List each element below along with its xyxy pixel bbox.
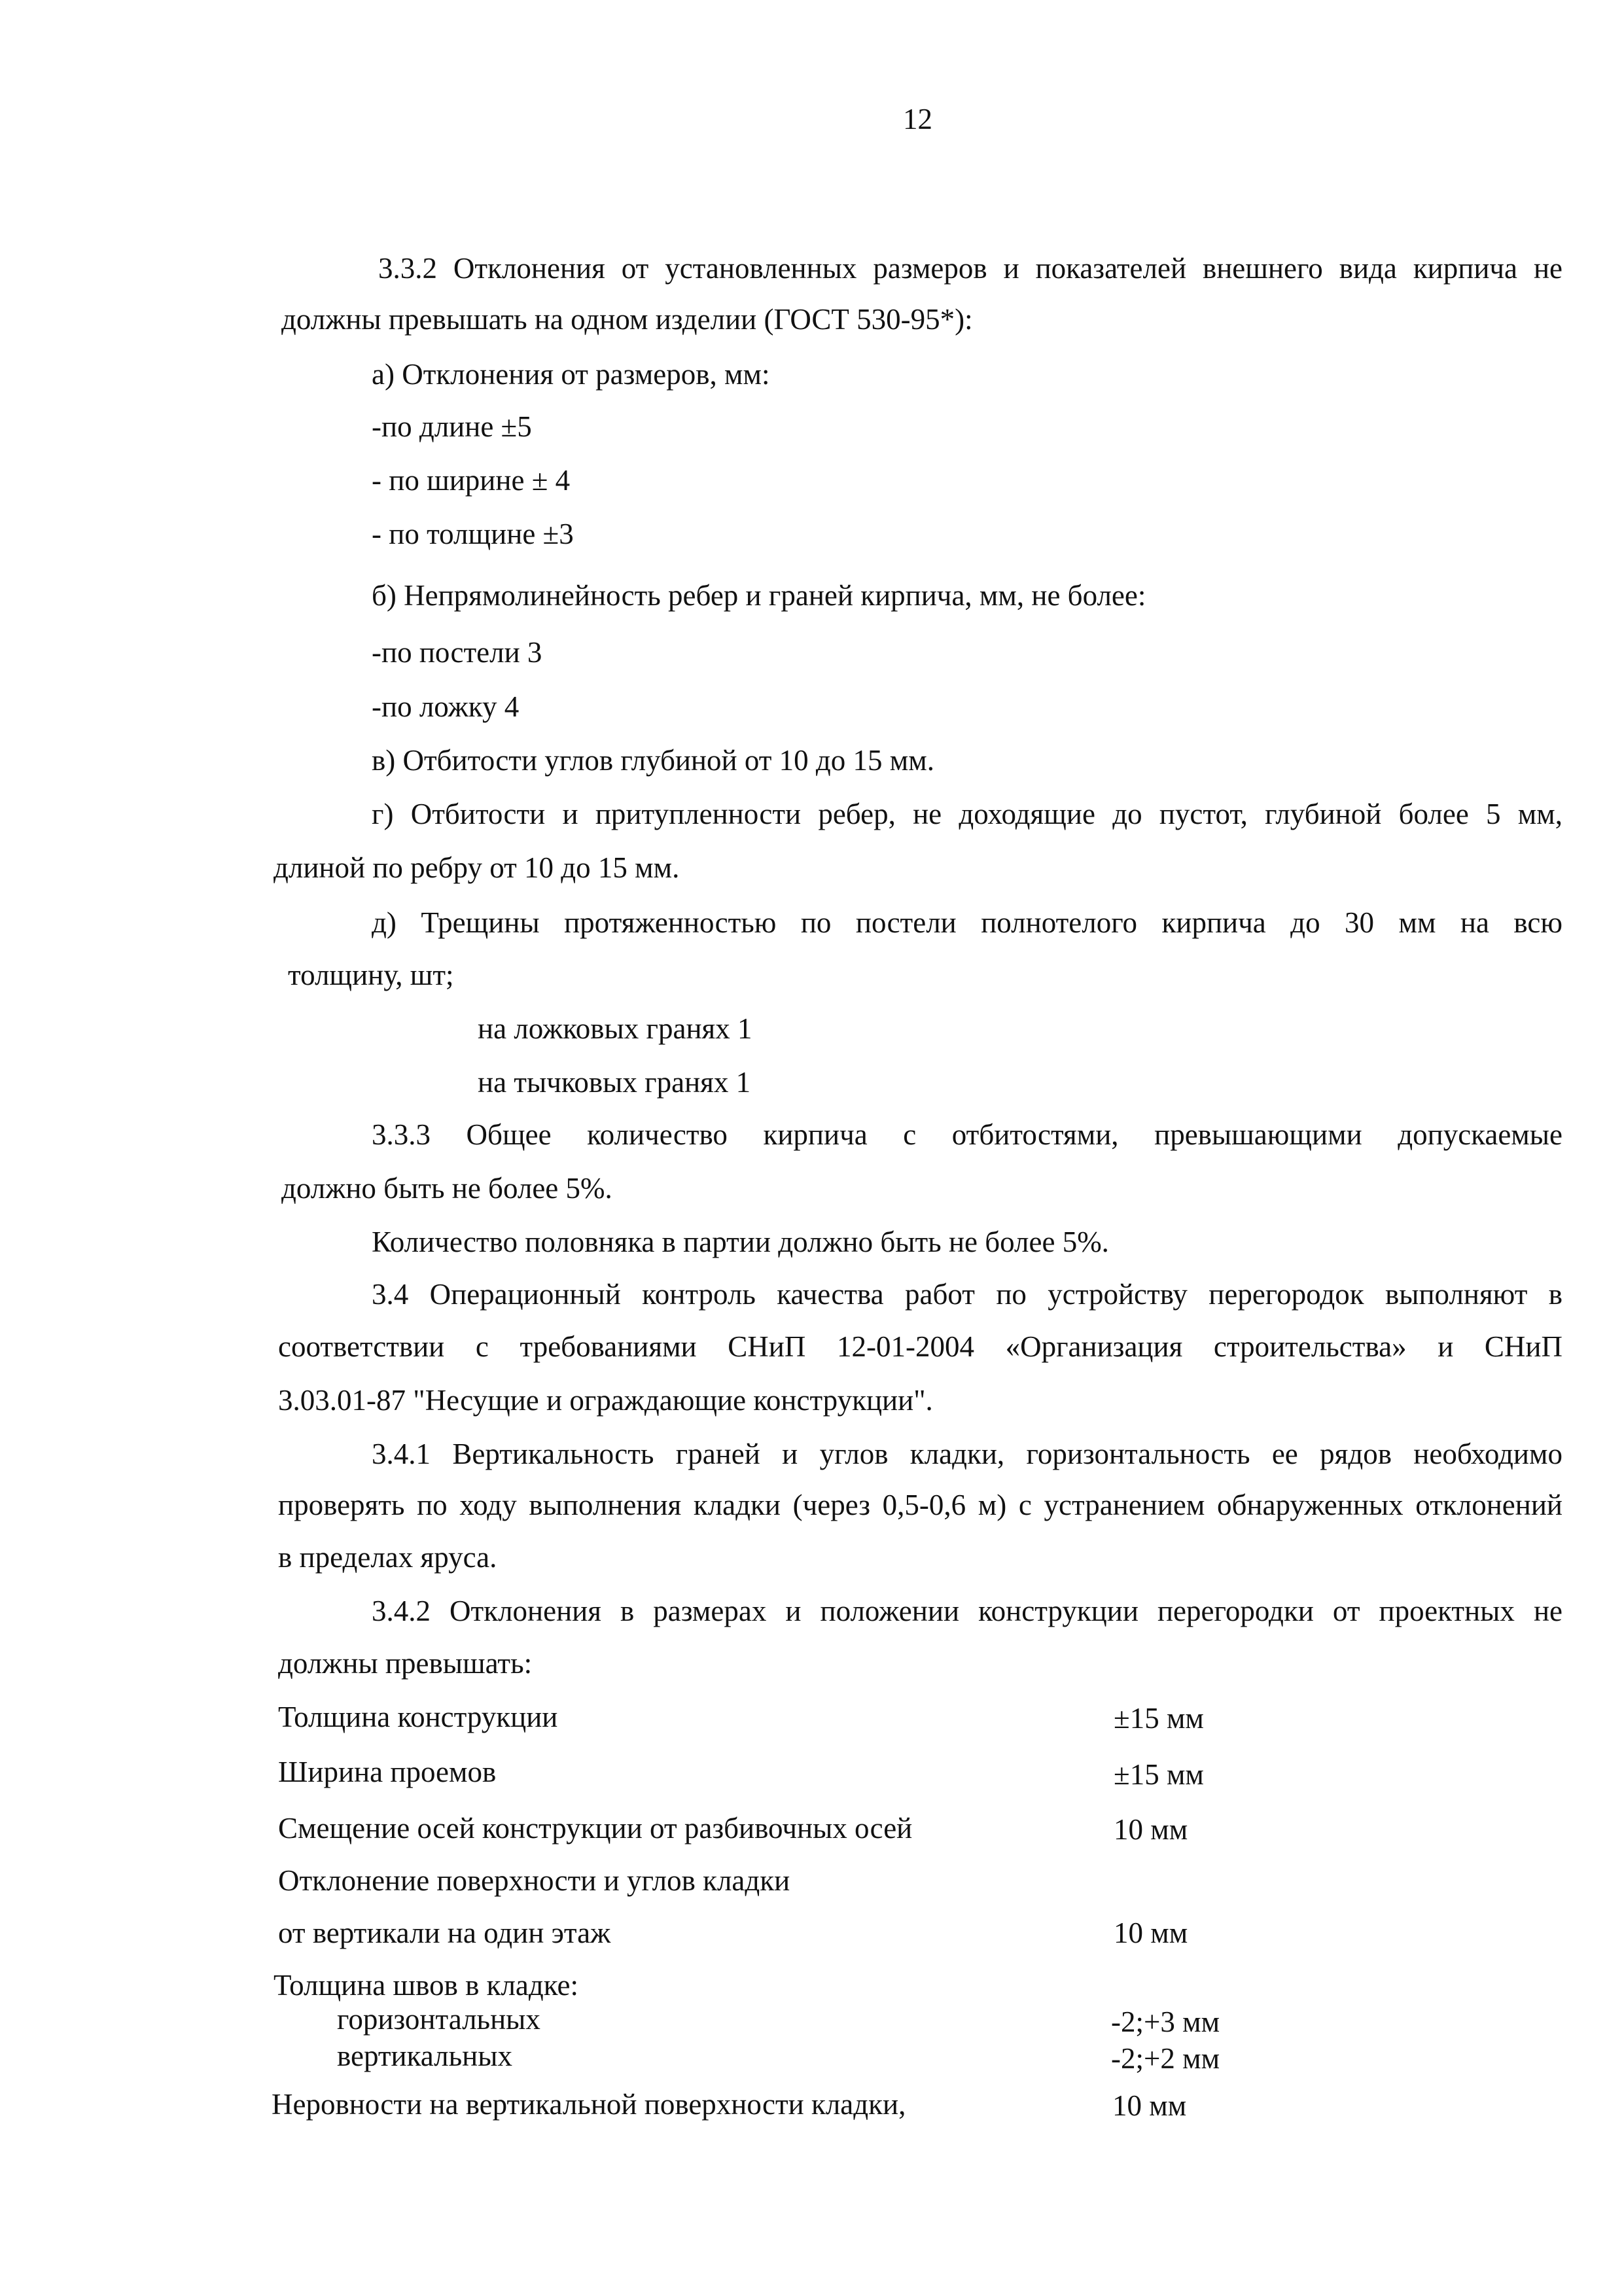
tolerance-value: -2;+3 мм [1111,2005,1220,2038]
tolerance-value: ±15 мм [1114,1702,1204,1735]
item-b-bed: -по постели 3 [372,636,542,669]
paragraph-half-brick: Количество половняка в партии должно быть не более 5%. [372,1226,1109,1258]
tolerance-value: 10 мм [1114,1916,1188,1949]
item-g-line-2: длиной по ребру от 10 до 15 мм. [274,851,680,884]
item-d-longface: на ложковых гранях 1 [478,1012,752,1045]
item-a-thickness: - по толщине ±3 [372,518,574,550]
paragraph-3-3-2-line-2: должны превышать на одном изделии (ГОСТ 530-95*): [281,303,973,336]
tolerance-label: Неровности на вертикальной поверхности кладки, [272,2088,906,2121]
paragraph-3-4-line-2: соответствии с требованиями СНиП 12-01-2004 «Организация строительства» и СНиП [278,1330,1562,1363]
paragraph-3-4-2-line-1: 3.4.2 Отклонения в размерах и положении конструкции перегородки от проектных не [372,1595,1562,1627]
paragraph-3-4-line-1: 3.4 Операционный контроль качества работ по устройству перегородок выполняют в [372,1278,1562,1311]
paragraph-3-4-1-line-1: 3.4.1 Вертикальность граней и углов кладки, горизонтальность ее рядов необходимо [372,1438,1562,1470]
tolerance-label: вертикальных [337,2040,512,2072]
tolerance-label: Толщина швов в кладке: [274,1969,578,2002]
paragraph-3-4-1-line-3: в пределах яруса. [278,1541,497,1574]
item-g-line-1: г) Отбитости и притупленности ребер, не доходящие до пустот, глубиной более 5 мм, [372,798,1562,830]
paragraph-3-4-2-line-2: должны превышать: [278,1647,533,1680]
paragraph-3-3-2-line-1: 3.3.2 Отклонения от установленных размеров и показателей внешнего вида кирпича не [378,252,1562,285]
tolerance-label: Отклонение поверхности и углов кладки [278,1864,790,1897]
tolerance-label: горизонтальных [337,2003,540,2036]
tolerance-label: Смещение осей конструкции от разбивочных осей [278,1812,913,1845]
item-b-heading: б) Непрямолинейность ребер и граней кирпича, мм, не более: [372,579,1146,612]
paragraph-3-4-1-line-2: проверять по ходу выполнения кладки (через 0,5-0,6 м) с устранением обнаруженных отклонений [278,1489,1562,1521]
tolerance-value: -2;+2 мм [1111,2042,1220,2075]
item-v: в) Отбитости углов глубиной от 10 до 15 мм. [372,744,935,777]
paragraph-3-4-line-3: 3.03.01-87 "Несущие и ограждающие конструкции". [278,1384,933,1417]
tolerance-value: 10 мм [1112,2089,1187,2122]
tolerance-label: от вертикали на один этаж [278,1916,611,1949]
paragraph-3-3-3-line-2: должно быть не более 5%. [281,1172,612,1205]
page-number: 12 [903,103,932,135]
tolerance-value: 10 мм [1114,1813,1188,1846]
item-a-heading: а) Отклонения от размеров, мм: [372,358,770,391]
tolerance-value: ±15 мм [1114,1758,1204,1791]
item-b-face: -по ложку 4 [372,690,520,723]
paragraph-3-3-3-line-1: 3.3.3 Общее количество кирпича с отбитостями, превышающими допускаемые [372,1118,1562,1151]
tolerance-label: Толщина конструкции [278,1701,558,1733]
item-d-line-1: д) Трещины протяженностью по постели полнотелого кирпича до 30 мм на всю [372,906,1562,939]
item-a-length: -по длине ±5 [372,410,532,443]
item-d-line-2: толщину, шт; [288,959,454,991]
item-a-width: - по ширине ± 4 [372,464,571,497]
item-d-endface: на тычковых гранях 1 [478,1066,751,1099]
tolerance-label: Ширина проемов [278,1756,497,1788]
